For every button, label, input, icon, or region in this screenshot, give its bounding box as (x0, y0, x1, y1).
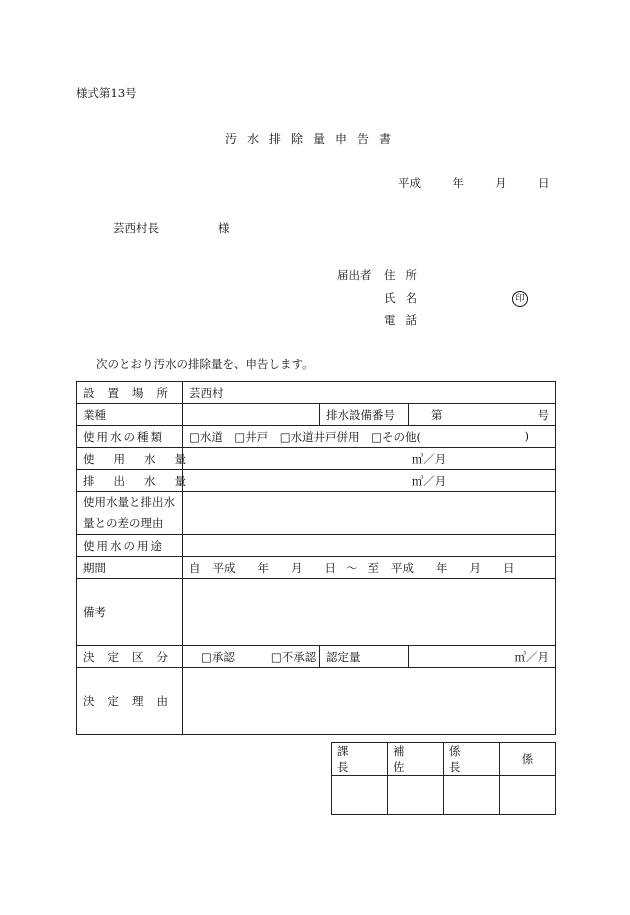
discharge-label: 排出水量 (77, 470, 183, 492)
decision-label: 決定区分 (77, 646, 183, 668)
period-value[interactable]: 自 平成 年 月 日 ～ 至 平成 年 月 日 (183, 557, 556, 579)
business-value[interactable] (183, 404, 320, 426)
row-water-use (77, 448, 556, 470)
diff-reason-label: 使用水量と排出水 量との差の理由 (77, 492, 183, 535)
purpose-label: 使用水の用途 (77, 535, 183, 557)
intro-text: 次のとおり汚水の排除量を、申告します。 (96, 357, 314, 371)
remarks-value[interactable] (183, 579, 556, 646)
document-title: 汚水排除量申告書 (225, 132, 402, 146)
location-value[interactable]: 芸西村 (183, 382, 556, 404)
applicant-label: 届出者 (337, 268, 372, 282)
seal-icon: 印 (512, 291, 528, 307)
stamp-box-section-chief[interactable] (332, 776, 388, 815)
row-location (77, 382, 556, 404)
decision-amount-value[interactable]: ㎥／月 (409, 646, 556, 668)
row-remarks (77, 579, 556, 646)
row-decision-reason (77, 668, 556, 735)
decision-amount-label: 認定量 (320, 646, 409, 668)
date-year: 年 (452, 176, 464, 190)
water-use-label: 使用水量 (77, 448, 183, 470)
addressee-name: 芸西村長 (113, 221, 159, 235)
stamp-box-staff[interactable] (500, 776, 556, 815)
applicant-name-label: 氏名 (384, 291, 427, 305)
stamp-label-section-chief: 課長 (332, 743, 388, 776)
row-diff-reason (77, 492, 556, 535)
applicant-address-label: 住所 (384, 268, 427, 282)
date-day: 日 (537, 176, 550, 190)
row-water-type (77, 426, 556, 448)
stamp-label-subsection-chief: 係長 (444, 743, 500, 776)
approval-stamp-table (331, 742, 556, 815)
row-discharge (77, 470, 556, 492)
facility-number-label: 排水設備番号 (320, 404, 409, 426)
stamp-box-subsection-chief[interactable] (444, 776, 500, 815)
form-number: 様式第13号 (76, 86, 137, 100)
business-label: 業種 (77, 404, 183, 426)
remarks-label: 備考 (77, 579, 183, 646)
applicant-phone-label: 電話 (384, 313, 427, 327)
row-business (77, 404, 556, 426)
location-label: 設置場所 (77, 382, 183, 404)
water-type-options[interactable]: □水道 □井戸 □水道井戸併用 □その他( ) (183, 426, 556, 448)
decision-reason-value[interactable] (183, 668, 556, 735)
row-period (77, 557, 556, 579)
water-use-value[interactable]: ㎥／月 (183, 448, 556, 470)
stamp-box-assistant[interactable] (388, 776, 444, 815)
purpose-value[interactable] (183, 535, 556, 557)
decision-reason-label: 決定理由 (77, 668, 183, 735)
date-month: 月 (495, 176, 507, 190)
decision-options[interactable]: □承認 □不承認 (183, 646, 320, 668)
stamp-label-staff: 係 (500, 743, 556, 776)
row-decision (77, 646, 556, 668)
period-label: 期間 (77, 557, 183, 579)
discharge-value[interactable]: ㎥／月 (183, 470, 556, 492)
addressee-honorific: 様 (218, 221, 230, 235)
facility-number-value[interactable]: 第 号 (409, 404, 556, 426)
report-table (76, 381, 556, 735)
date-line (398, 178, 549, 190)
water-type-label: 使用水の種類 (77, 426, 183, 448)
date-era: 平成 (398, 176, 421, 190)
stamp-label-assistant: 補佐 (388, 743, 444, 776)
row-purpose (77, 535, 556, 557)
diff-reason-value[interactable] (183, 492, 556, 535)
